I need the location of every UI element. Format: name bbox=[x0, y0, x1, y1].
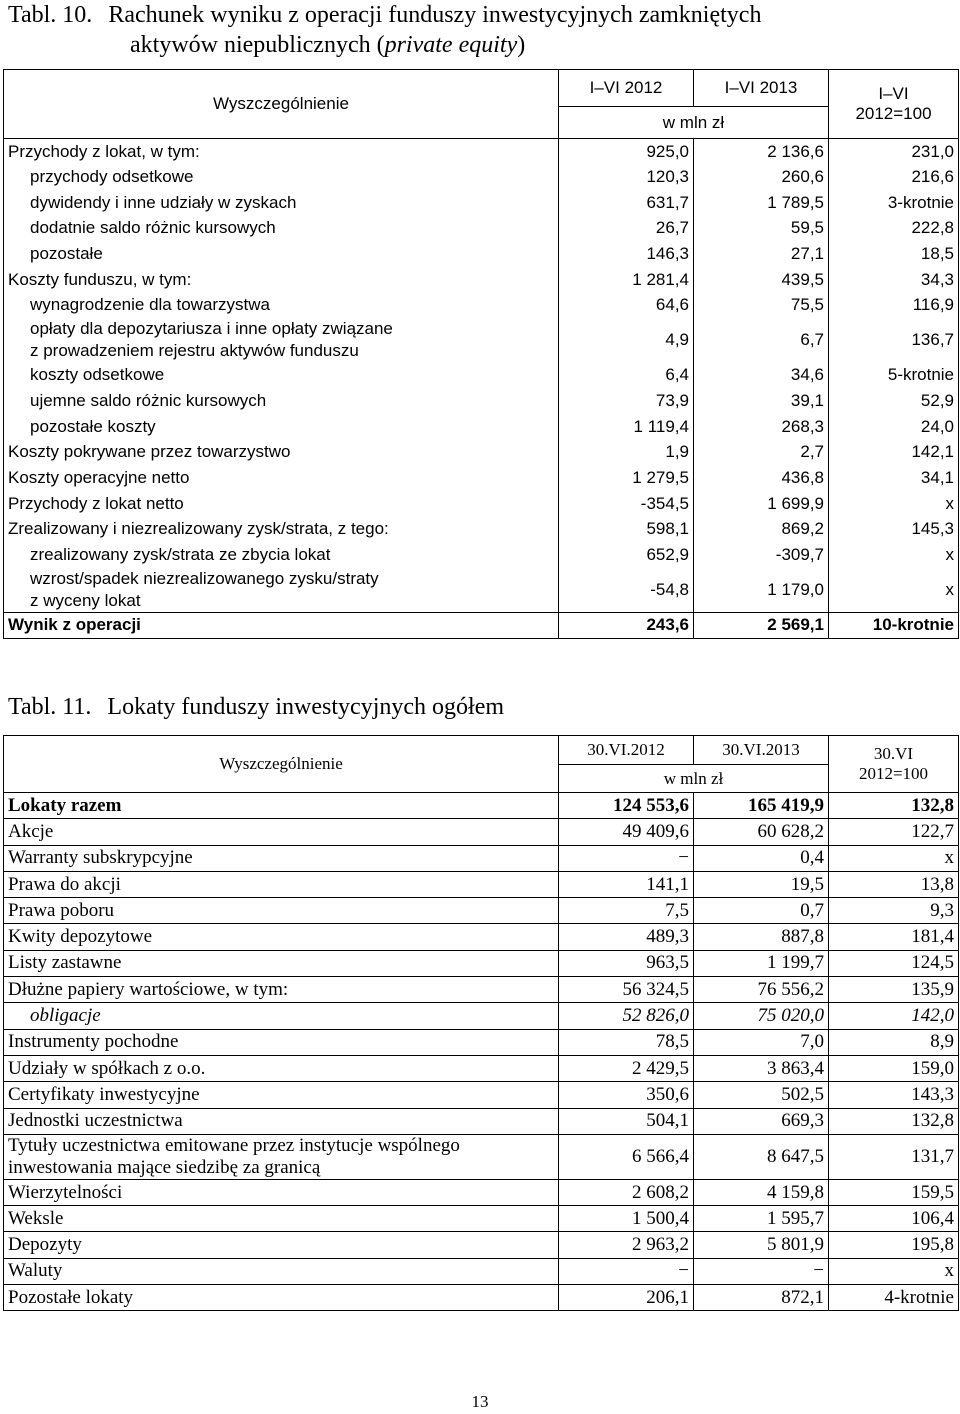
cell-col2: 7,0 bbox=[694, 1029, 829, 1055]
row-label-line1: dodatnie saldo różnic kursowych bbox=[30, 218, 276, 238]
cell-col2: 1 699,9 bbox=[694, 491, 829, 517]
table10-header-row bbox=[4, 70, 959, 107]
cell-col3: 181,4 bbox=[829, 924, 959, 950]
cell-col3: 124,5 bbox=[829, 950, 959, 976]
cell-col2: 34,6 bbox=[694, 362, 829, 388]
row-label bbox=[4, 465, 559, 491]
row-label-line1: Lokaty razem bbox=[8, 794, 122, 816]
cell-col1: 49 409,6 bbox=[559, 819, 694, 845]
cell-col2: 59,5 bbox=[694, 216, 829, 242]
table-row bbox=[4, 1003, 959, 1029]
cell-col3: 10-krotnie bbox=[829, 612, 959, 638]
row-label-line1: Udziały w spółkach z o.o. bbox=[8, 1057, 206, 1079]
cell-col2: 76 556,2 bbox=[694, 977, 829, 1003]
cell-col3: 18,5 bbox=[829, 241, 959, 267]
row-label bbox=[4, 1055, 559, 1081]
table11-header-col3-line2: 2012=100 bbox=[858, 764, 929, 783]
cell-col1: 120,3 bbox=[559, 164, 694, 190]
cell-col3: 231,0 bbox=[829, 139, 959, 165]
table-row bbox=[4, 1108, 959, 1134]
cell-col2: 60 628,2 bbox=[694, 819, 829, 845]
row-label bbox=[4, 950, 559, 976]
table-row bbox=[4, 491, 959, 517]
cell-col2: 19,5 bbox=[694, 871, 829, 897]
cell-col2: 869,2 bbox=[694, 516, 829, 542]
row-label bbox=[4, 439, 559, 465]
page-number: 13 bbox=[471, 1392, 489, 1411]
row-label bbox=[4, 924, 559, 950]
table-row bbox=[4, 267, 959, 293]
row-label bbox=[4, 845, 559, 871]
cell-col2: 1 179,0 bbox=[694, 568, 829, 613]
table10-header-col1: I–VI 2012 bbox=[559, 70, 694, 107]
cell-col2: 5 801,9 bbox=[694, 1232, 829, 1258]
table10 bbox=[3, 69, 959, 639]
row-label-line1: ujemne saldo różnic kursowych bbox=[30, 390, 267, 410]
row-label-line1: Zrealizowany i niezrealizowany zysk/strata, z tego: bbox=[8, 519, 389, 539]
cell-col3: 132,8 bbox=[829, 793, 959, 819]
cell-col2: 165 419,9 bbox=[694, 793, 829, 819]
row-label bbox=[4, 1003, 559, 1029]
row-label-line1: zrealizowany zysk/strata ze zbycia lokat bbox=[30, 544, 331, 564]
cell-col1: 243,6 bbox=[559, 612, 694, 638]
table11-unit: w mln zł bbox=[559, 765, 829, 793]
row-label-line1: obligacje bbox=[30, 1005, 101, 1027]
row-label bbox=[4, 1134, 559, 1179]
cell-col3: 13,8 bbox=[829, 871, 959, 897]
cell-col3: 3-krotnie bbox=[829, 190, 959, 216]
cell-col3: 116,9 bbox=[829, 293, 959, 319]
table10-title-line2b: private equity bbox=[384, 32, 518, 58]
cell-col1: 2 608,2 bbox=[559, 1179, 694, 1205]
row-label bbox=[4, 388, 559, 414]
cell-col1: 1,9 bbox=[559, 439, 694, 465]
cell-col1: 73,9 bbox=[559, 388, 694, 414]
cell-col2: 669,3 bbox=[694, 1108, 829, 1134]
cell-col1: 350,6 bbox=[559, 1082, 694, 1108]
cell-col1: − bbox=[559, 1258, 694, 1284]
row-label-line1: Pozostałe lokaty bbox=[8, 1286, 134, 1308]
cell-col3: 131,7 bbox=[829, 1134, 959, 1179]
table-row bbox=[4, 516, 959, 542]
cell-col3: 216,6 bbox=[829, 164, 959, 190]
row-label-line1: pozostałe koszty bbox=[30, 416, 156, 436]
row-label bbox=[4, 1029, 559, 1055]
table11-header-col1: 30.VI.2012 bbox=[559, 736, 694, 765]
table-row bbox=[4, 1206, 959, 1232]
row-label-line1: Koszty funduszu, w tym: bbox=[8, 269, 192, 289]
table-row bbox=[4, 924, 959, 950]
cell-col3: 132,8 bbox=[829, 1108, 959, 1134]
cell-col1: 504,1 bbox=[559, 1108, 694, 1134]
cell-col2: 8 647,5 bbox=[694, 1134, 829, 1179]
cell-col3: 34,3 bbox=[829, 267, 959, 293]
cell-col1: 64,6 bbox=[559, 293, 694, 319]
cell-col2: -309,7 bbox=[694, 542, 829, 568]
row-label bbox=[4, 362, 559, 388]
row-label-line1: Wierzytelności bbox=[8, 1181, 123, 1203]
table11-header-row bbox=[4, 736, 959, 765]
row-label bbox=[4, 516, 559, 542]
cell-col2: 872,1 bbox=[694, 1285, 829, 1311]
row-label-line1: Kwity depozytowe bbox=[8, 926, 153, 948]
cell-col1: 6 566,4 bbox=[559, 1134, 694, 1179]
cell-col2: 3 863,4 bbox=[694, 1055, 829, 1081]
cell-col3: x bbox=[829, 845, 959, 871]
table10-header-col3-line1: I–VI bbox=[878, 84, 909, 103]
cell-col2: 436,8 bbox=[694, 465, 829, 491]
table11-header-col2: 30.VI.2013 bbox=[694, 736, 829, 765]
row-label bbox=[4, 1285, 559, 1311]
row-label-line1: Warranty subskrypcyjne bbox=[8, 847, 193, 869]
cell-col1: 26,7 bbox=[559, 216, 694, 242]
row-label bbox=[4, 1082, 559, 1108]
cell-col3: 8,9 bbox=[829, 1029, 959, 1055]
row-label-line1: dywidendy i inne udziały w zyskach bbox=[30, 192, 297, 212]
row-label-line1: wzrost/spadek niezrealizowanego zysku/straty bbox=[30, 568, 379, 588]
cell-col2: 27,1 bbox=[694, 241, 829, 267]
row-label bbox=[4, 164, 559, 190]
cell-col1: 78,5 bbox=[559, 1029, 694, 1055]
row-label-line1: Przychody z lokat, w tym: bbox=[8, 141, 200, 161]
table11-title-num: Tabl. 11. bbox=[8, 694, 92, 720]
cell-col2: 1 789,5 bbox=[694, 190, 829, 216]
table-row bbox=[4, 1232, 959, 1258]
row-label-line1: Waluty bbox=[8, 1260, 63, 1282]
row-label-line2: z wyceny lokat bbox=[30, 590, 141, 610]
row-label-line1: Tytuły uczestnictwa emitowane przez instytucje wspólnego bbox=[8, 1134, 460, 1156]
table-row bbox=[4, 293, 959, 319]
cell-col3: x bbox=[829, 491, 959, 517]
table-row bbox=[4, 819, 959, 845]
row-label-line1: Depozyty bbox=[8, 1234, 82, 1256]
cell-col3: 106,4 bbox=[829, 1206, 959, 1232]
row-label bbox=[4, 819, 559, 845]
cell-col1: 2 429,5 bbox=[559, 1055, 694, 1081]
cell-col1: 598,1 bbox=[559, 516, 694, 542]
row-label-line2: inwestowania mające siedzibę za granicą bbox=[8, 1156, 321, 1178]
table-row bbox=[4, 139, 959, 165]
table10-title-second-line bbox=[130, 30, 525, 60]
table-row bbox=[4, 845, 959, 871]
row-label bbox=[4, 491, 559, 517]
table10-title-line2c: ) bbox=[517, 32, 526, 58]
table11-body bbox=[4, 793, 959, 1311]
cell-col3: 136,7 bbox=[829, 318, 959, 362]
cell-col1: 652,9 bbox=[559, 542, 694, 568]
table10-unit: w mln zł bbox=[559, 107, 829, 139]
cell-col2: 439,5 bbox=[694, 267, 829, 293]
cell-col1: 925,0 bbox=[559, 139, 694, 165]
cell-col1: 7,5 bbox=[559, 898, 694, 924]
cell-col2: 39,1 bbox=[694, 388, 829, 414]
row-label bbox=[4, 190, 559, 216]
row-label-line1: Koszty operacyjne netto bbox=[8, 467, 190, 487]
cell-col2: 2 569,1 bbox=[694, 612, 829, 638]
cell-col1: 489,3 bbox=[559, 924, 694, 950]
table-row bbox=[4, 414, 959, 440]
cell-col1: 6,4 bbox=[559, 362, 694, 388]
cell-col2: 887,8 bbox=[694, 924, 829, 950]
table10-title bbox=[8, 0, 761, 30]
cell-col1: 1 119,4 bbox=[559, 414, 694, 440]
row-label bbox=[4, 898, 559, 924]
table-row bbox=[4, 898, 959, 924]
table11 bbox=[3, 735, 959, 1311]
row-label bbox=[4, 267, 559, 293]
cell-col3: 9,3 bbox=[829, 898, 959, 924]
table-row bbox=[4, 950, 959, 976]
cell-col3: 142,1 bbox=[829, 439, 959, 465]
table10-header-col0: Wyszczególnienie bbox=[4, 70, 559, 139]
row-label bbox=[4, 793, 559, 819]
cell-col2: 0,7 bbox=[694, 898, 829, 924]
table-row bbox=[4, 241, 959, 267]
table-row bbox=[4, 612, 959, 638]
row-label bbox=[4, 216, 559, 242]
cell-col3: 52,9 bbox=[829, 388, 959, 414]
cell-col3: 122,7 bbox=[829, 819, 959, 845]
row-label bbox=[4, 1179, 559, 1205]
table-row bbox=[4, 1055, 959, 1081]
table10-body bbox=[4, 139, 959, 639]
row-label bbox=[4, 542, 559, 568]
row-label-line1: Prawa do akcji bbox=[8, 873, 121, 895]
row-label-line1: wynagrodzenie dla towarzystwa bbox=[30, 295, 271, 315]
cell-col1: 1 281,4 bbox=[559, 267, 694, 293]
cell-col1: 52 826,0 bbox=[559, 1003, 694, 1029]
table10-header-col3-line2: 2012=100 bbox=[855, 104, 932, 123]
row-label-line1: koszty odsetkowe bbox=[30, 365, 165, 385]
cell-col1: 206,1 bbox=[559, 1285, 694, 1311]
cell-col2: 2 136,6 bbox=[694, 139, 829, 165]
row-label-line1: Przychody z lokat netto bbox=[8, 493, 184, 513]
cell-col1: − bbox=[559, 845, 694, 871]
table11-header-col0: Wyszczególnienie bbox=[4, 736, 559, 793]
table-row bbox=[4, 977, 959, 1003]
cell-col3: 143,3 bbox=[829, 1082, 959, 1108]
cell-col2: 75 020,0 bbox=[694, 1003, 829, 1029]
table-row bbox=[4, 1134, 959, 1179]
row-label bbox=[4, 293, 559, 319]
table-row bbox=[4, 1082, 959, 1108]
table-row bbox=[4, 318, 959, 362]
table-row bbox=[4, 793, 959, 819]
cell-col2: 268,3 bbox=[694, 414, 829, 440]
row-label-line1: Instrumenty pochodne bbox=[8, 1031, 179, 1053]
table-row bbox=[4, 1179, 959, 1205]
row-label bbox=[4, 414, 559, 440]
cell-col3: 222,8 bbox=[829, 216, 959, 242]
table-row bbox=[4, 1285, 959, 1311]
row-label bbox=[4, 871, 559, 897]
cell-col1: 146,3 bbox=[559, 241, 694, 267]
cell-col3: 34,1 bbox=[829, 465, 959, 491]
table-row bbox=[4, 164, 959, 190]
table10-title-line2a: aktywów niepublicznych ( bbox=[130, 32, 385, 58]
cell-col3: 142,0 bbox=[829, 1003, 959, 1029]
table10-header-col3 bbox=[829, 70, 959, 139]
cell-col3: x bbox=[829, 1258, 959, 1284]
table-row bbox=[4, 465, 959, 491]
cell-col3: x bbox=[829, 542, 959, 568]
row-label-line1: Certyfikaty inwestycyjne bbox=[8, 1083, 200, 1105]
cell-col2: 4 159,8 bbox=[694, 1179, 829, 1205]
row-label-line2: z prowadzeniem rejestru aktywów funduszu bbox=[30, 341, 359, 361]
table-row bbox=[4, 568, 959, 613]
table-row bbox=[4, 1029, 959, 1055]
cell-col2: 2,7 bbox=[694, 439, 829, 465]
row-label bbox=[4, 318, 559, 362]
cell-col3: 159,5 bbox=[829, 1179, 959, 1205]
row-label bbox=[4, 1258, 559, 1284]
row-label bbox=[4, 977, 559, 1003]
row-label bbox=[4, 1108, 559, 1134]
table10-title-line1: Rachunek wyniku z operacji funduszy inwestycyjnych zamkniętych bbox=[108, 2, 762, 28]
cell-col1: 1 500,4 bbox=[559, 1206, 694, 1232]
row-label bbox=[4, 568, 559, 613]
row-label bbox=[4, 612, 559, 638]
cell-col3: 135,9 bbox=[829, 977, 959, 1003]
cell-col1: 124 553,6 bbox=[559, 793, 694, 819]
table-row bbox=[4, 542, 959, 568]
cell-col3: 159,0 bbox=[829, 1055, 959, 1081]
row-label-line1: Listy zastawne bbox=[8, 952, 122, 974]
cell-col3: 5-krotnie bbox=[829, 362, 959, 388]
table10-header-col2: I–VI 2013 bbox=[694, 70, 829, 107]
cell-col2: 1 199,7 bbox=[694, 950, 829, 976]
cell-col1: 2 963,2 bbox=[559, 1232, 694, 1258]
cell-col2: 1 595,7 bbox=[694, 1206, 829, 1232]
row-label bbox=[4, 1206, 559, 1232]
cell-col1: 4,9 bbox=[559, 318, 694, 362]
cell-col2: 6,7 bbox=[694, 318, 829, 362]
row-label-line1: Wynik z operacji bbox=[8, 615, 141, 635]
cell-col2: 260,6 bbox=[694, 164, 829, 190]
row-label-line1: pozostałe bbox=[30, 244, 103, 264]
row-label-line1: Koszty pokrywane przez towarzystwo bbox=[8, 442, 291, 462]
cell-col3: x bbox=[829, 568, 959, 613]
cell-col2: − bbox=[694, 1258, 829, 1284]
cell-col2: 0,4 bbox=[694, 845, 829, 871]
row-label-line1: Akcje bbox=[8, 820, 54, 842]
row-label bbox=[4, 139, 559, 165]
table11-title bbox=[8, 692, 504, 722]
cell-col3: 145,3 bbox=[829, 516, 959, 542]
table11-header-col3 bbox=[829, 736, 959, 793]
cell-col2: 75,5 bbox=[694, 293, 829, 319]
cell-col1: 1 279,5 bbox=[559, 465, 694, 491]
row-label-line1: Weksle bbox=[8, 1207, 64, 1229]
cell-col1: 141,1 bbox=[559, 871, 694, 897]
row-label-line1: Dłużne papiery wartościowe, w tym: bbox=[8, 978, 289, 1000]
row-label bbox=[4, 241, 559, 267]
table-row bbox=[4, 190, 959, 216]
table11-title-text: Lokaty funduszy inwestycyjnych ogółem bbox=[107, 694, 505, 720]
cell-col2: 502,5 bbox=[694, 1082, 829, 1108]
row-label-line1: opłaty dla depozytariusza i inne opłaty związane bbox=[30, 319, 393, 339]
row-label-line1: Prawa poboru bbox=[8, 899, 115, 921]
row-label-line1: Jednostki uczestnictwa bbox=[8, 1110, 183, 1132]
table-row bbox=[4, 1258, 959, 1284]
row-label-line1: przychody odsetkowe bbox=[30, 167, 194, 187]
cell-col3: 195,8 bbox=[829, 1232, 959, 1258]
table11-header-col3-line1: 30.VI bbox=[873, 744, 914, 763]
row-label bbox=[4, 1232, 559, 1258]
cell-col1: 631,7 bbox=[559, 190, 694, 216]
table-row bbox=[4, 362, 959, 388]
table-row bbox=[4, 439, 959, 465]
table-row bbox=[4, 388, 959, 414]
table-row bbox=[4, 216, 959, 242]
cell-col1: -354,5 bbox=[559, 491, 694, 517]
cell-col1: 56 324,5 bbox=[559, 977, 694, 1003]
table10-title-num: Tabl. 10. bbox=[8, 2, 93, 28]
cell-col3: 4-krotnie bbox=[829, 1285, 959, 1311]
cell-col1: 963,5 bbox=[559, 950, 694, 976]
table-row bbox=[4, 871, 959, 897]
cell-col1: -54,8 bbox=[559, 568, 694, 613]
cell-col3: 24,0 bbox=[829, 414, 959, 440]
